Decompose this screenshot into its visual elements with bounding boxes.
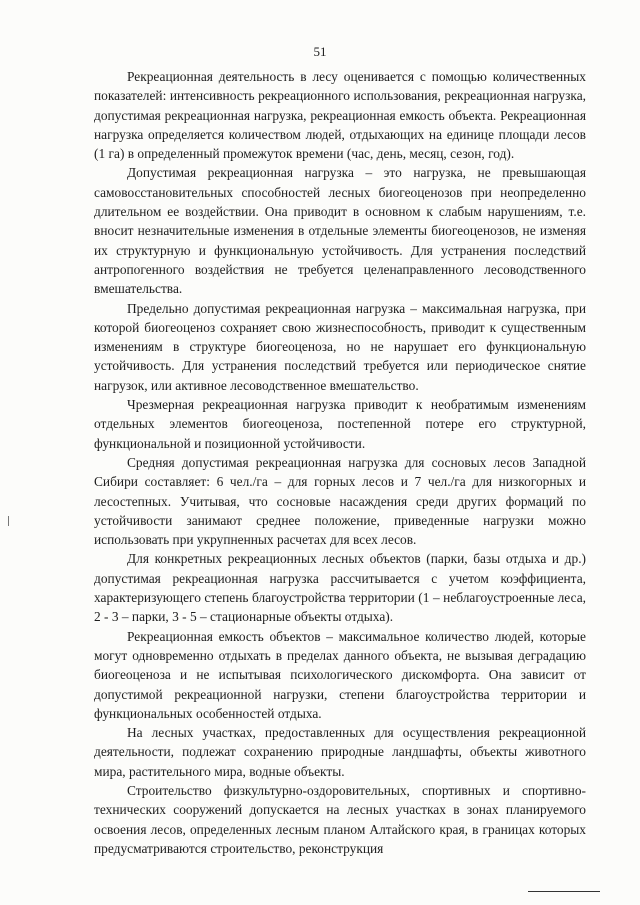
paragraph: На лесных участках, предоставленных для осуществления рекреационной деятельности, подлежат сохранению природные ландшафты, объекты животного мира, растительного мира, водные объекты. xyxy=(94,725,586,779)
paragraph: Для конкретных рекреационных лесных объектов (парки, базы отдыха и др.) допустимая рекреационная нагрузка рассчитывается с учетом коэффициента, характеризующего степень благоустройства территории (1 – неблагоустроенные леса, 2 - 3 – парки, 3 - 5 – стационарные объекты отдыха). xyxy=(94,551,586,625)
footer-rule xyxy=(528,891,600,892)
paragraph: Строительство физкультурно-оздоровительных, спортивных и спортивно-технических сооружений допускается на лесных участках в зонах планируемого освоения лесов, определенных лесным планом Алтайского края, в границах которых предусматриваются строительство, реконструкция xyxy=(94,782,586,856)
paragraph: Предельно допустимая рекреационная нагрузка – максимальная нагрузка, при которой биогеоценоз сохраняет свою жизнеспособность, приводит к существенным изменениям в структуре биогеоценоза, но не нарушает его функциональную устойчивость. Для устранения последствий требуется или периодическое снятие нагрузок, или активное лесоводственное вмешательство. xyxy=(94,300,586,393)
paragraph: Средняя допустимая рекреационная нагрузка для сосновых лесов Западной Сибири составляет: 6 чел./га – для горных лесов и 7 чел./га для низкогорных и лесостепных. Учитывая, что сосновые насаждения среди других формаций по устойчивости занимают среднее положение, приведенные нагрузки можно использовать при укрупненных расчетах для всех лесов. xyxy=(94,454,586,548)
document-body xyxy=(94,67,586,858)
paragraph: Допустимая рекреационная нагрузка – это нагрузка, не превышающая самовосстановительных способностей лесных биогеоценозов при неопределенно длительном ее воздействии. Она приводит в основном к слабым нарушениям, т.е. вносит незначительные изменения в отдельные элементы биогеоценозов, не изменяя их структурную и функциональную устойчивость. Для устранения последствий антропогенного воздействия не требуется целенаправленного лесоводственного вмешательства. xyxy=(94,165,586,297)
page-number: 51 xyxy=(313,44,327,59)
paragraph: Чрезмерная рекреационная нагрузка приводит к необратимым изменениям отдельных элементов биогеоценоза, постепенной потере его структурной, функциональной и позиционной устойчивости. xyxy=(94,397,586,451)
scan-margin-mark xyxy=(8,516,9,526)
paragraph: Рекреационная емкость объектов – максимальное количество людей, которые могут одновременно отдыхать в пределах данного объекта, не вызывая деградацию биогеоценоза и не испытывая психологического дискомфорта. Она зависит от допустимой рекреационной нагрузки, степени благоустройства территории и функциональных особенностей отдыха. xyxy=(94,628,586,721)
paragraph: Рекреационная деятельность в лесу оценивается с помощью количественных показателей: интенсивность рекреационного использования, рекреационная нагрузка, допустимая рекреационная нагрузка, рекреационная емкость объекта. Рекреационная нагрузка определяется количеством людей, отдыхающих на единице площади лесов (1 га) в определенный промежуток времени (час, день, месяц, сезон, год). xyxy=(94,69,586,162)
